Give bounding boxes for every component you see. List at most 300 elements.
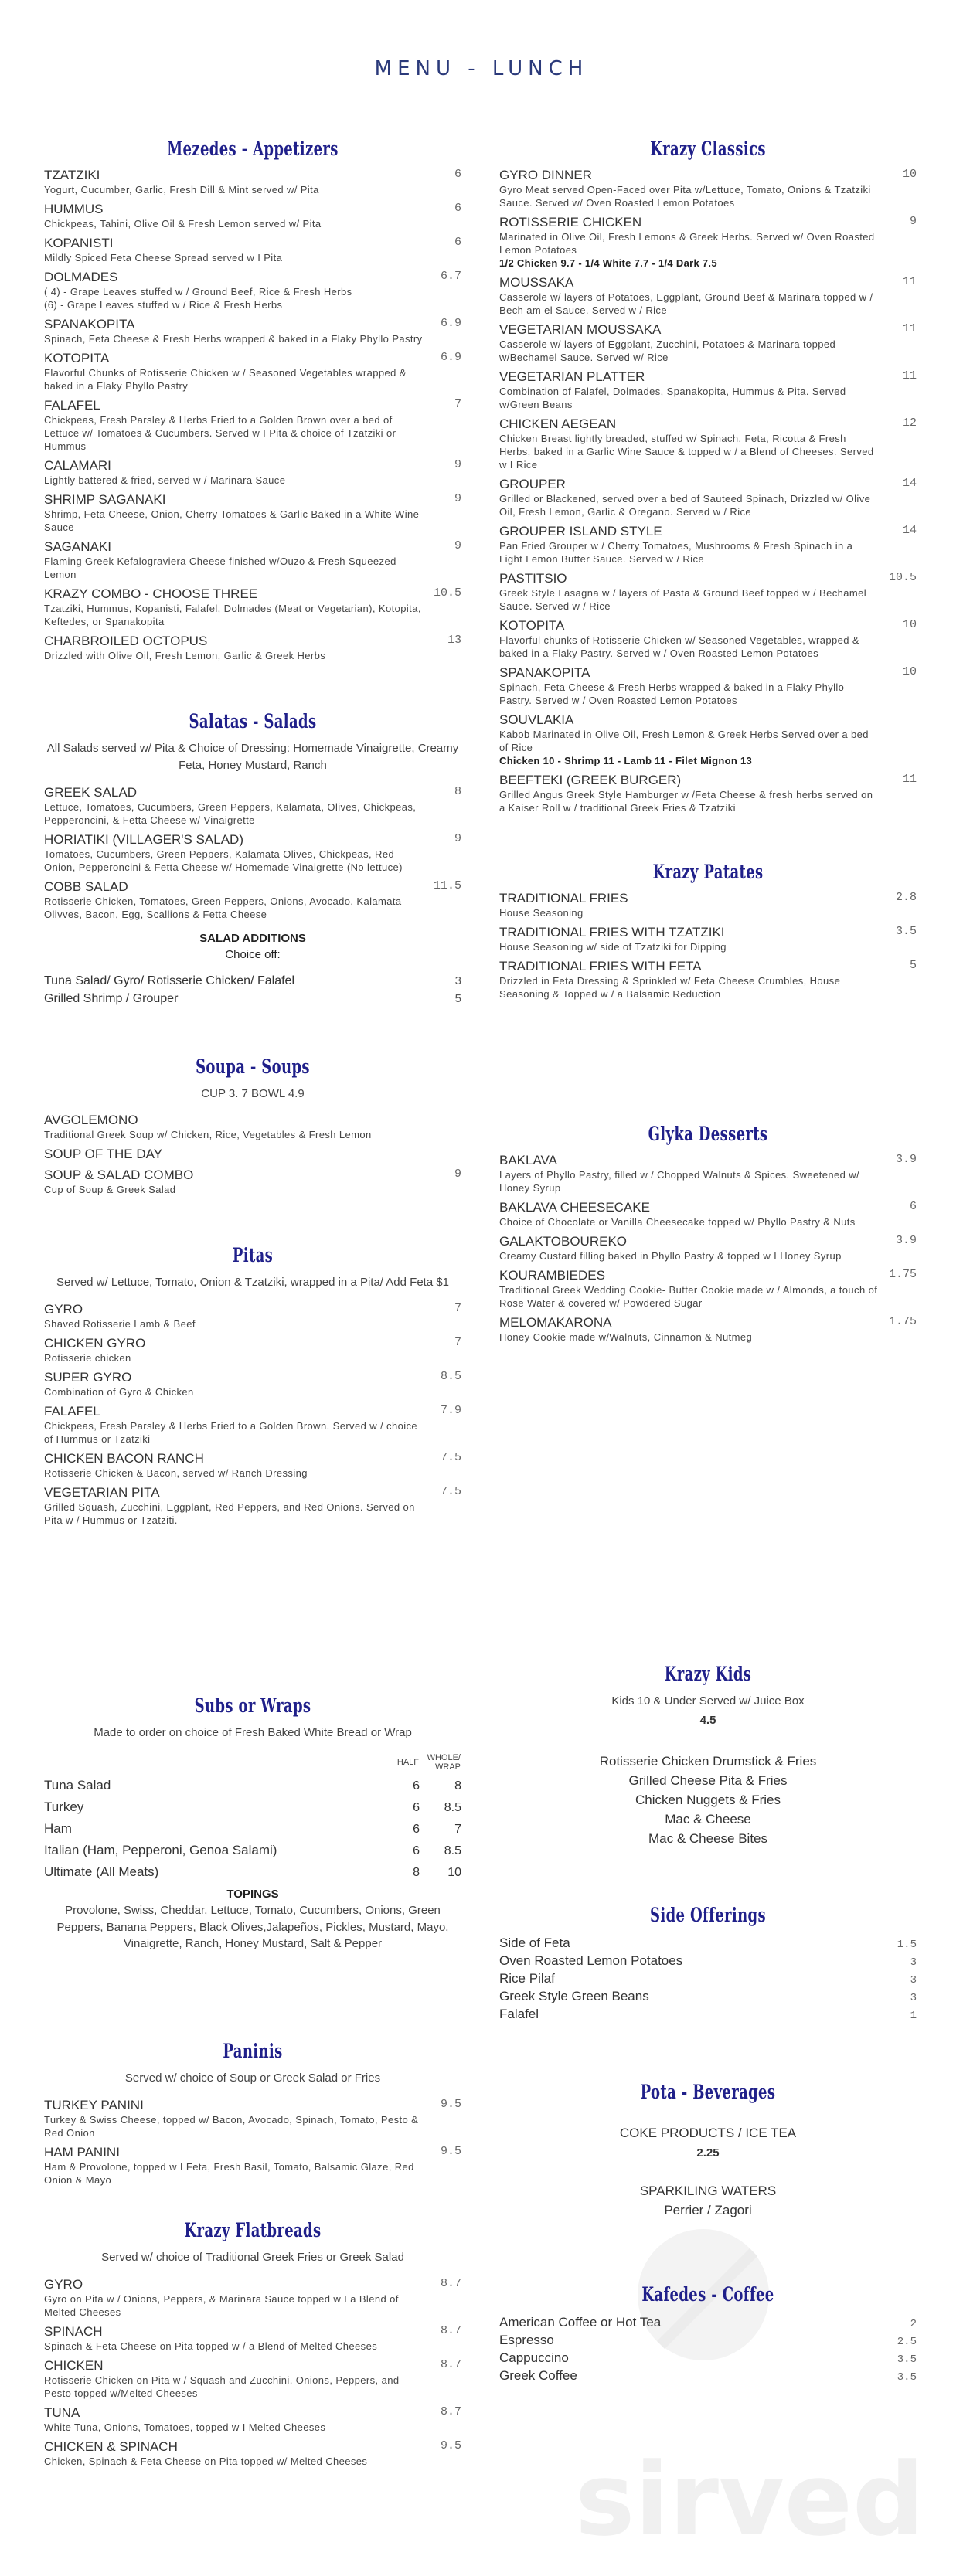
coffee-item-price: 3.5: [897, 2353, 917, 2366]
menu-item: [44, 832, 461, 874]
item-price: 9: [454, 458, 461, 471]
menu-item: [44, 879, 461, 921]
item-description: Mildly Spiced Feta Cheese Spread served w I Pita: [44, 252, 283, 263]
menu-item: [499, 477, 917, 518]
item-description: Rotisserie chicken: [44, 1352, 131, 1364]
item-name: TZATZIKI: [44, 168, 100, 182]
item-price: 6: [454, 202, 461, 215]
item-description: Gyro on Pita w / Onions, Peppers, & Marinara Sauce topped w I a Blend of Melted Cheeses: [44, 2292, 399, 2318]
item-price: 9: [454, 1167, 461, 1181]
menu-item: [44, 1113, 461, 1141]
menu-section: [44, 2040, 461, 2187]
item-description: Shrimp, Feta Cheese, Onion, Cherry Tomatoes & Garlic Baked in a White Wine Sauce: [44, 508, 420, 533]
section-heading: Subs or Wraps: [194, 1694, 311, 1717]
item-description: Pan Fried Grouper w / Cherry Tomatoes, Mushrooms & Fresh Spinach in a Light Lemon Butter Sauce. Served w / Rice: [499, 540, 853, 565]
coffee-item-price: 2: [910, 2318, 917, 2330]
item-price: 14: [902, 524, 917, 537]
menu-item: [44, 634, 461, 662]
menu-item: [44, 586, 461, 628]
section-intro: Served w/ Lettuce, Tomato, Onion & Tzatziki, wrapped in a Pita/ Add Feta $1: [56, 1276, 450, 1290]
coke-label: COKE PRODUCTS / ICE TEA: [619, 2126, 797, 2140]
section-intro: Served w/ choice of Soup or Greek Salad or Fries: [124, 2071, 381, 2085]
item-description: Spinach, Feta Cheese & Fresh Herbs wrapped & baked in a Flaky Phyllo Pastry: [44, 333, 423, 345]
item-name: SPANAKOPITA: [499, 665, 590, 680]
toppings-list: Provolone, Swiss, Cheddar, Lettuce, Tomato, Cucumbers, Onions, Green Peppers, Banana Peppers, Black Olives,Jalapeños, Pickles, Mustard, Mayo, Vinaigrette, Ranch, Honey Mustard, Salt & Pepper: [56, 1903, 449, 1951]
menu-item: [499, 416, 917, 471]
menu-item: [44, 492, 461, 534]
item-description: Chicken Breast lightly breaded, stuffed w/ Spinach, Feta, Ricotta & Fresh Herbs, baked in a Garlic Wine Sauce & topped w / a Blend of Cheeses. Served w I Rice: [499, 433, 874, 471]
item-name: HAM PANINI: [44, 2144, 120, 2160]
left-column-lower: [44, 2040, 461, 2473]
item-name: DOLMADES: [44, 270, 118, 284]
item-name: BAKLAVA CHEESECAKE: [499, 1200, 650, 1215]
item-price: 9.5: [440, 2144, 461, 2158]
item-name: BAKLAVA: [499, 1153, 557, 1167]
item-name: GALAKTOBOUREKO: [499, 1234, 628, 1249]
side-item-price: 3: [910, 1974, 917, 1986]
item-description: Grilled or Blackened, served over a bed of Sauteed Spinach, Drizzled w/ Olive Oil, Fresh Lemon, Garlic & Oregano. Served w / Rice: [499, 493, 871, 518]
coke-price: 2.25: [696, 2146, 720, 2160]
item-price: 12: [902, 416, 917, 430]
item-description: Choice of Chocolate or Vanilla Cheesecake topped w/ Phyllo Pastry & Nuts: [499, 1216, 856, 1228]
coffee-item-price: 3.5: [897, 2371, 917, 2384]
section-heading: Krazy Kids: [664, 1663, 752, 1685]
item-description: (6) - Grape Leaves stuffed w / Rice & Fresh Herbs: [44, 299, 283, 311]
item-description: Flavorful chunks of Rotisserie Chicken w/ Seasoned Vegetables, wrapped & baked in a Flaky Pastry. Served w / Oven Roasted Lemon Potatoes: [499, 634, 859, 659]
item-name: MELOMAKARONA: [499, 1315, 612, 1330]
wrap-half-price: 6: [413, 1779, 420, 1793]
item-price: 10: [902, 618, 917, 631]
item-name: CHICKEN GYRO: [44, 1336, 146, 1351]
coffee-section: [499, 2283, 917, 2384]
item-price: 8: [454, 784, 461, 798]
item-description: Chickpeas, Fresh Parsley & Herbs Fried to a Golden Brown. Served w / choice of Hummus or Tzatziki: [44, 1420, 418, 1445]
wrap-whole-price: 7: [454, 1822, 461, 1836]
item-description: Traditional Greek Soup w/ Chicken, Rice, Vegetables & Fresh Lemon: [44, 1129, 372, 1141]
item-price: 14: [902, 477, 917, 490]
menu-item: [44, 202, 461, 230]
item-description: Chickpeas, Tahini, Olive Oil & Fresh Lemon served w/ Pita: [44, 218, 322, 229]
item-price: 7: [454, 1302, 461, 1315]
menu-item: [44, 351, 461, 393]
kids-item: Rotisserie Chicken Drumstick & Fries: [599, 1753, 817, 1769]
item-price: 9: [454, 831, 461, 845]
addition-name: Grilled Shrimp / Grouper: [44, 991, 179, 1005]
item-name: TRADITIONAL FRIES WITH TZATZIKI: [499, 925, 725, 940]
addition-name: Tuna Salad/ Gyro/ Rotisserie Chicken/ Falafel: [44, 974, 294, 987]
additions-heading: SALAD ADDITIONS: [199, 931, 306, 945]
additions-sub: Choice off:: [225, 947, 281, 961]
item-price: 1.75: [888, 1268, 917, 1281]
menu-item: [44, 1451, 461, 1480]
item-description: Traditional Greek Wedding Cookie- Butter Cookie made w / Almonds, a touch of Rose Water & covered w/ Powdered Sugar: [499, 1284, 878, 1309]
item-name: SOUP OF THE DAY: [44, 1147, 163, 1162]
subs-wraps-section: [44, 1694, 461, 1963]
item-name: GYRO: [44, 1302, 83, 1317]
item-name: SPANAKOPITA: [44, 317, 135, 331]
side-item: [499, 2005, 917, 2023]
item-price: 8.7: [440, 2276, 461, 2290]
item-name: GROUPER ISLAND STYLE: [499, 524, 662, 539]
item-name: TRADITIONAL FRIES WITH FETA: [499, 959, 702, 974]
menu-item: [499, 322, 917, 364]
item-description: Chicken, Spinach & Feta Cheese on Pita topped w/ Melted Cheeses: [44, 2455, 368, 2467]
item-price: 9: [454, 539, 461, 552]
item-description: Tomatoes, Cucumbers, Green Peppers, Kalamata Olives, Chickpeas, Red Onion, Pepperoncini & Fetta Cheese w/ Homemade Vinaigrette (No lettuce): [44, 848, 403, 873]
wrap-name: Turkey: [44, 1799, 84, 1814]
menu-item: [499, 665, 917, 707]
beverages-section: [499, 2081, 917, 2220]
toppings-heading: TOPINGS: [226, 1887, 279, 1901]
item-name: GREEK SALAD: [44, 784, 137, 800]
menu-item: [44, 1336, 461, 1364]
item-description: House Seasoning w/ side of Tzatziki for Dipping: [499, 941, 727, 953]
side-item-name: Rice Pilaf: [499, 1971, 555, 1986]
item-price: 7.5: [440, 1485, 461, 1498]
addition-row: [44, 990, 461, 1008]
wrap-whole-price: 8: [454, 1779, 461, 1793]
menu-item: [499, 1315, 917, 1344]
item-description: Lightly battered & fried, served w / Marinara Sauce: [44, 474, 286, 486]
section-intro: All Salads served w/ Pita & Choice of Dressing: Homemade Vinaigrette, Creamy Feta, Honey Mustard, Ranch: [46, 742, 459, 772]
item-description: Flavorful Chunks of Rotisserie Chicken w / Seasoned Vegetables wrapped & baked in a Flaky Phyllo Pastry: [44, 367, 407, 392]
item-price: 13: [447, 634, 461, 647]
section-heading: Side Offerings: [650, 1904, 766, 1926]
menu-item: [499, 369, 917, 411]
coffee-item: [499, 2331, 917, 2349]
item-price: 6.9: [440, 351, 461, 364]
item-price: 11.5: [433, 878, 461, 892]
item-name: CHICKEN AEGEAN: [499, 416, 617, 431]
page-title: MENU - LUNCH: [374, 57, 589, 80]
menu-section: [44, 710, 461, 1008]
menu-item: [44, 2358, 461, 2400]
item-price: 8.7: [440, 2357, 461, 2371]
item-description: Ham & Provolone, topped w I Feta, Fresh Basil, Tomato, Balsamic Glaze, Red Onion & Mayo: [44, 2160, 414, 2186]
wrap-name: Tuna Salad: [44, 1777, 111, 1793]
item-description: Chickpeas, Fresh Parsley & Herbs Fried to a Golden Brown over a bed of Lettuce w/ Tomatoes & Cucumbers. Served w I Pita & choice of Tzatziki or Hummus: [44, 414, 396, 452]
menu-item: [44, 1147, 461, 1162]
item-price: 9.5: [440, 2438, 461, 2452]
item-name: VEGETARIAN MOUSSAKA: [499, 322, 662, 337]
item-name: VEGETARIAN PLATTER: [499, 369, 645, 384]
wrap-name: Ham: [44, 1820, 72, 1836]
menu-item: [44, 1404, 461, 1446]
addition-price: 3: [454, 974, 461, 987]
item-description: White Tuna, Onions, Tomatoes, topped w I Melted Cheeses: [44, 2421, 326, 2433]
item-name: SUPER GYRO: [44, 1370, 132, 1385]
menu-item: [499, 773, 917, 814]
section-intro: Served w/ choice of Traditional Greek Fries or Greek Salad: [101, 2250, 404, 2264]
item-price: 2.8: [895, 891, 917, 904]
item-price: 7.5: [440, 1451, 461, 1464]
coffee-item: [499, 2349, 917, 2367]
menu-item: [44, 2098, 461, 2139]
item-name: TRADITIONAL FRIES: [499, 891, 628, 906]
item-name: COBB SALAD: [44, 878, 128, 894]
item-name: VEGETARIAN PITA: [44, 1485, 160, 1500]
svg-text:sirved: sirved: [574, 2441, 925, 2550]
item-name: KOPANISTI: [44, 236, 114, 250]
item-description: Casserole w/ layers of Eggplant, Zucchini, Potatoes & Marinara topped w/Bechamel Sauce. Served w/ Rice: [499, 338, 836, 363]
item-description: Grilled Squash, Zucchini, Eggplant, Red Peppers, and Red Onions. Served on Pita w / Hummus or Tzatziti.: [44, 1501, 415, 1526]
item-name: SPINACH: [44, 2323, 103, 2339]
kids-item: Mac & Cheese: [665, 1811, 751, 1827]
col-whole: WHOLE/ WRAP: [427, 1752, 461, 1772]
menu-item: [499, 275, 917, 317]
item-name: HORIATIKI (VILLAGER'S SALAD): [44, 831, 243, 847]
item-description: Shaved Rotisserie Lamb & Beef: [44, 1318, 196, 1330]
item-description: Honey Cookie made w/Walnuts, Cinnamon & Nutmeg: [499, 1331, 753, 1343]
item-description: Turkey & Swiss Cheese, topped w/ Bacon, Avocado, Spinach, Tomato, Pesto & Red Onion: [44, 2113, 419, 2139]
item-name: CHICKEN BACON RANCH: [44, 1451, 204, 1466]
kids-price: 4.5: [699, 1713, 716, 1727]
item-price: 10: [902, 665, 917, 678]
item-description: Cup of Soup & Greek Salad: [44, 1184, 176, 1196]
wrap-half-price: 8: [413, 1865, 420, 1879]
menu-section: [44, 1244, 461, 1527]
item-description: Rotisserie Chicken on Pita w / Squash and Zucchini, Onions, Peppers, and Pesto topped w/Melted Cheeses: [44, 2374, 400, 2399]
menu-section: [499, 1123, 917, 1344]
kids-item: Chicken Nuggets & Fries: [635, 1792, 781, 1807]
section-heading: Salatas - Salads: [189, 710, 317, 732]
item-name: GROUPER: [499, 477, 566, 491]
item-description: Layers of Phyllo Pastry, filled w / Chopped Walnuts & Spices. Sweetened w/ Honey Syrup: [499, 1169, 860, 1194]
item-name: KOTOPITA: [44, 351, 110, 365]
item-price: 8.7: [440, 2404, 461, 2418]
section-heading: Krazy Flatbreads: [184, 2218, 322, 2241]
item-description: Rotisserie Chicken & Bacon, served w/ Ranch Dressing: [44, 1467, 308, 1479]
section-heading: Krazy Patates: [652, 861, 764, 883]
coffee-item-name: Greek Coffee: [499, 2368, 577, 2383]
wrap-row: [44, 1861, 461, 1883]
item-price: 3.9: [895, 1153, 917, 1166]
water-brands: Perrier / Zagori: [664, 2203, 752, 2217]
wrap-whole-price: 8.5: [444, 1844, 461, 1857]
item-description: Casserole w/ layers of Potatoes, Eggplant, Ground Beef & Marinara topped w / Bech am el Sauce. Served w / Rice: [499, 291, 873, 316]
item-price: 6: [454, 236, 461, 249]
item-name: SOUVLAKIA: [499, 712, 574, 727]
menu-item: [44, 1485, 461, 1527]
wrap-whole-price: 10: [447, 1865, 461, 1879]
wrap-row: [44, 1796, 461, 1818]
menu-item: [499, 712, 917, 767]
item-description: Combination of Falafel, Dolmades, Spanakopita, Hummus & Pita. Served w/Green Beans: [499, 386, 846, 410]
item-price: 10: [902, 168, 917, 181]
item-options: 1/2 Chicken 9.7 - 1/4 White 7.7 - 1/4 Dark 7.5: [499, 257, 717, 269]
item-name: SHRIMP SAGANAKI: [44, 492, 166, 507]
item-description: Drizzled with Olive Oil, Fresh Lemon, Garlic & Greek Herbs: [44, 650, 326, 661]
item-name: SAGANAKI: [44, 539, 111, 554]
wrap-name: Ultimate (All Meats): [44, 1864, 159, 1879]
coffee-item-name: American Coffee or Hot Tea: [499, 2315, 662, 2330]
menu-section: [499, 861, 917, 1001]
menu-item: [44, 2145, 461, 2187]
item-description: Creamy Custard filling baked in Phyllo Pastry & topped w I Honey Syrup: [499, 1250, 842, 1262]
item-description: Flaming Greek Kefalograviera Cheese finished w/Ouzo & Fresh Squeezed Lemon: [44, 556, 396, 580]
item-name: CHICKEN & SPINACH: [44, 2438, 178, 2454]
item-name: GYRO: [44, 2276, 83, 2292]
sirved-watermark: [556, 2225, 943, 2550]
menu-item: [499, 524, 917, 566]
wrap-row: [44, 1840, 461, 1861]
item-price: 7: [454, 398, 461, 411]
menu-item: [499, 571, 917, 613]
item-name: CHARBROILED OCTOPUS: [44, 634, 208, 648]
item-options: Chicken 10 - Shrimp 11 - Lamb 11 - Filet Mignon 13: [499, 755, 753, 766]
menu-item: [499, 168, 917, 209]
item-name: TUNA: [44, 2404, 80, 2420]
side-item: [499, 1969, 917, 1987]
kids-item: Mac & Cheese Bites: [648, 1830, 767, 1846]
menu-item: [44, 785, 461, 827]
wrap-row: [44, 1775, 461, 1796]
item-price: 7: [454, 1336, 461, 1349]
item-price: 6.7: [440, 270, 461, 283]
item-description: Grilled Angus Greek Style Hamburger w /Feta Cheese & fresh herbs served on a Kaiser Roll w / traditional Greek Fries & Tzatziki: [499, 789, 873, 814]
item-description: Combination of Gyro & Chicken: [44, 1386, 194, 1398]
section-heading: Pota - Beverages: [640, 2081, 776, 2103]
side-item: [499, 1934, 917, 1952]
item-price: 5: [909, 959, 917, 972]
item-name: FALAFEL: [44, 1404, 100, 1419]
coffee-item-name: Espresso: [499, 2333, 554, 2347]
menu-item: [44, 398, 461, 453]
menu-item: [499, 1153, 917, 1195]
item-price: 1.75: [888, 1315, 917, 1328]
menu-item: [499, 1234, 917, 1263]
item-description: Marinated in Olive Oil, Fresh Lemons & Greek Herbs. Served w/ Oven Roasted Lemon Potatoes: [499, 231, 875, 256]
item-description: Drizzled in Feta Dressing & Sprinkled w/ Feta Cheese Crumbles, House Seasoning & Topped w / a Balsamic Reduction: [499, 975, 841, 1000]
addition-row: [44, 972, 461, 990]
section-heading: Pitas: [232, 1244, 274, 1267]
section-intro: CUP 3. 7 BOWL 4.9: [201, 1086, 305, 1100]
item-name: SOUP & SALAD COMBO: [44, 1167, 194, 1183]
wrap-half-price: 6: [413, 1822, 420, 1836]
item-price: 8.7: [440, 2323, 461, 2337]
menu-item: [44, 1167, 461, 1196]
item-price: 11: [902, 275, 917, 288]
item-price: 9: [909, 215, 917, 228]
item-description: House Seasoning: [499, 907, 584, 919]
side-item-price: 1: [910, 2010, 917, 2022]
section-heading: Mezedes - Appetizers: [167, 138, 339, 160]
item-name: TURKEY PANINI: [44, 2097, 144, 2112]
side-item-name: Greek Style Green Beans: [499, 1989, 649, 2003]
item-name: HUMMUS: [44, 202, 104, 216]
item-description: Yogurt, Cucumber, Garlic, Fresh Dill & Mint served w/ Pita: [44, 184, 319, 195]
addition-price: 5: [454, 991, 461, 1005]
section-intro: Made to order on choice of Fresh Baked White Bread or Wrap: [94, 1726, 412, 1739]
item-name: CHICKEN: [44, 2357, 104, 2373]
menu-item: [44, 2324, 461, 2353]
item-name: AVGOLEMONO: [44, 1113, 138, 1128]
item-description: Spinach, Feta Cheese & Fresh Herbs wrapped & baked in a Flaky Phyllo Pastry. Served w / Oven Roasted Lemon Potatoes: [499, 681, 845, 706]
item-name: MOUSSAKA: [499, 275, 574, 290]
col-half: HALF: [396, 1757, 419, 1767]
item-description: Spinach & Feta Cheese on Pita topped w / a Blend of Melted Cheeses: [44, 2340, 378, 2352]
item-description: Kabob Marinated in Olive Oil, Fresh Lemon & Greek Herbs Served over a bed of Rice: [499, 729, 869, 753]
item-description: ( 4) - Grape Leaves stuffed w / Ground Beef, Rice & Fresh Herbs: [44, 286, 352, 297]
side-item: [499, 1952, 917, 1969]
item-price: 3.5: [895, 925, 917, 938]
menu-item: [499, 618, 917, 660]
item-price: 6.9: [440, 317, 461, 330]
kids-item: Grilled Cheese Pita & Fries: [628, 1772, 788, 1788]
item-name: BEEFTEKI (GREEK BURGER): [499, 773, 682, 787]
menu-item: [44, 2439, 461, 2468]
menu-item: [44, 1302, 461, 1330]
coffee-item: [499, 2313, 917, 2331]
menu-item: [499, 891, 917, 919]
menu-item: [44, 236, 461, 264]
menu-item: [44, 539, 461, 581]
item-description: Gyro Meat served Open-Faced over Pita w/Lettuce, Tomato, Onions & Tzatziki Sauce. Served w/ Oven Roasted Lemon Potatoes: [499, 184, 871, 209]
menu-section: [44, 2219, 461, 2468]
menu-item: [44, 270, 461, 311]
water-label: SPARKILING WATERS: [639, 2183, 777, 2198]
wrap-whole-price: 8.5: [444, 1800, 461, 1814]
item-description: Rotisserie Chicken, Tomatoes, Green Peppers, Onions, Avocado, Kalamata Olivves, Bacon, Egg, Scallions & Fetta Cheese: [44, 895, 402, 920]
item-price: 6: [909, 1200, 917, 1213]
side-item-price: 3: [910, 1956, 917, 1969]
item-name: ROTISSERIE CHICKEN: [499, 215, 642, 229]
item-description: Greek Style Lasagna w / layers of Pasta & Ground Beef topped w / Bechamel Sauce. Served w / Rice: [499, 587, 867, 612]
section-heading: Glyka Desserts: [648, 1123, 768, 1145]
item-name: CALAMARI: [44, 458, 111, 473]
coffee-item: [499, 2367, 917, 2384]
wrap-name: Italian (Ham, Pepperoni, Genoa Salami): [44, 1842, 277, 1857]
menu-item: [499, 215, 917, 270]
item-price: 11: [902, 773, 917, 786]
side-item-price: 3: [910, 1992, 917, 2004]
coffee-item-name: Cappuccino: [499, 2350, 569, 2365]
item-price: 11: [902, 369, 917, 382]
menu-item: [44, 1370, 461, 1398]
coffee-item-price: 2.5: [897, 2336, 917, 2348]
section-heading: Kafedes - Coffee: [641, 2283, 774, 2306]
item-price: 9: [454, 492, 461, 505]
menu-item: [499, 959, 917, 1001]
item-price: 11: [902, 322, 917, 335]
item-name: GYRO DINNER: [499, 168, 592, 182]
menu-item: [44, 317, 461, 345]
item-name: KRAZY COMBO - CHOOSE THREE: [44, 586, 258, 601]
menu-item: [499, 1268, 917, 1310]
wrap-half-price: 6: [413, 1844, 420, 1857]
item-price: 6: [454, 168, 461, 181]
side-item-name: Side of Feta: [499, 1935, 570, 1950]
side-item-price: 1.5: [897, 1939, 917, 1951]
section-heading: Soupa - Soups: [196, 1055, 310, 1078]
item-price: 7.9: [440, 1404, 461, 1417]
section-intro: Kids 10 & Under Served w/ Juice Box: [611, 1694, 805, 1708]
item-name: FALAFEL: [44, 398, 100, 413]
menu-item: [44, 168, 461, 196]
section-heading: Paninis: [223, 2040, 283, 2062]
sides-section: [499, 1904, 917, 2023]
kids-section: [499, 1663, 917, 1848]
menu-item: [44, 458, 461, 487]
item-description: Lettuce, Tomatoes, Cucumbers, Green Peppers, Kalamata, Olives, Chickpeas, Pepperoncini, & Fetta Cheese w/ Vinaigrette: [44, 800, 417, 826]
item-price: 10.5: [433, 586, 461, 600]
item-price: 9.5: [440, 2097, 461, 2111]
left-column: [44, 138, 461, 1532]
item-price: 10.5: [888, 571, 917, 584]
menu-section: [44, 1055, 461, 1197]
item-description: Tzatziki, Hummus, Kopanisti, Falafel, Dolmades (Meat or Vegetarian), Kotopita, Keftedes, or Spanakopita: [44, 603, 421, 627]
section-heading: Krazy Classics: [650, 138, 766, 160]
